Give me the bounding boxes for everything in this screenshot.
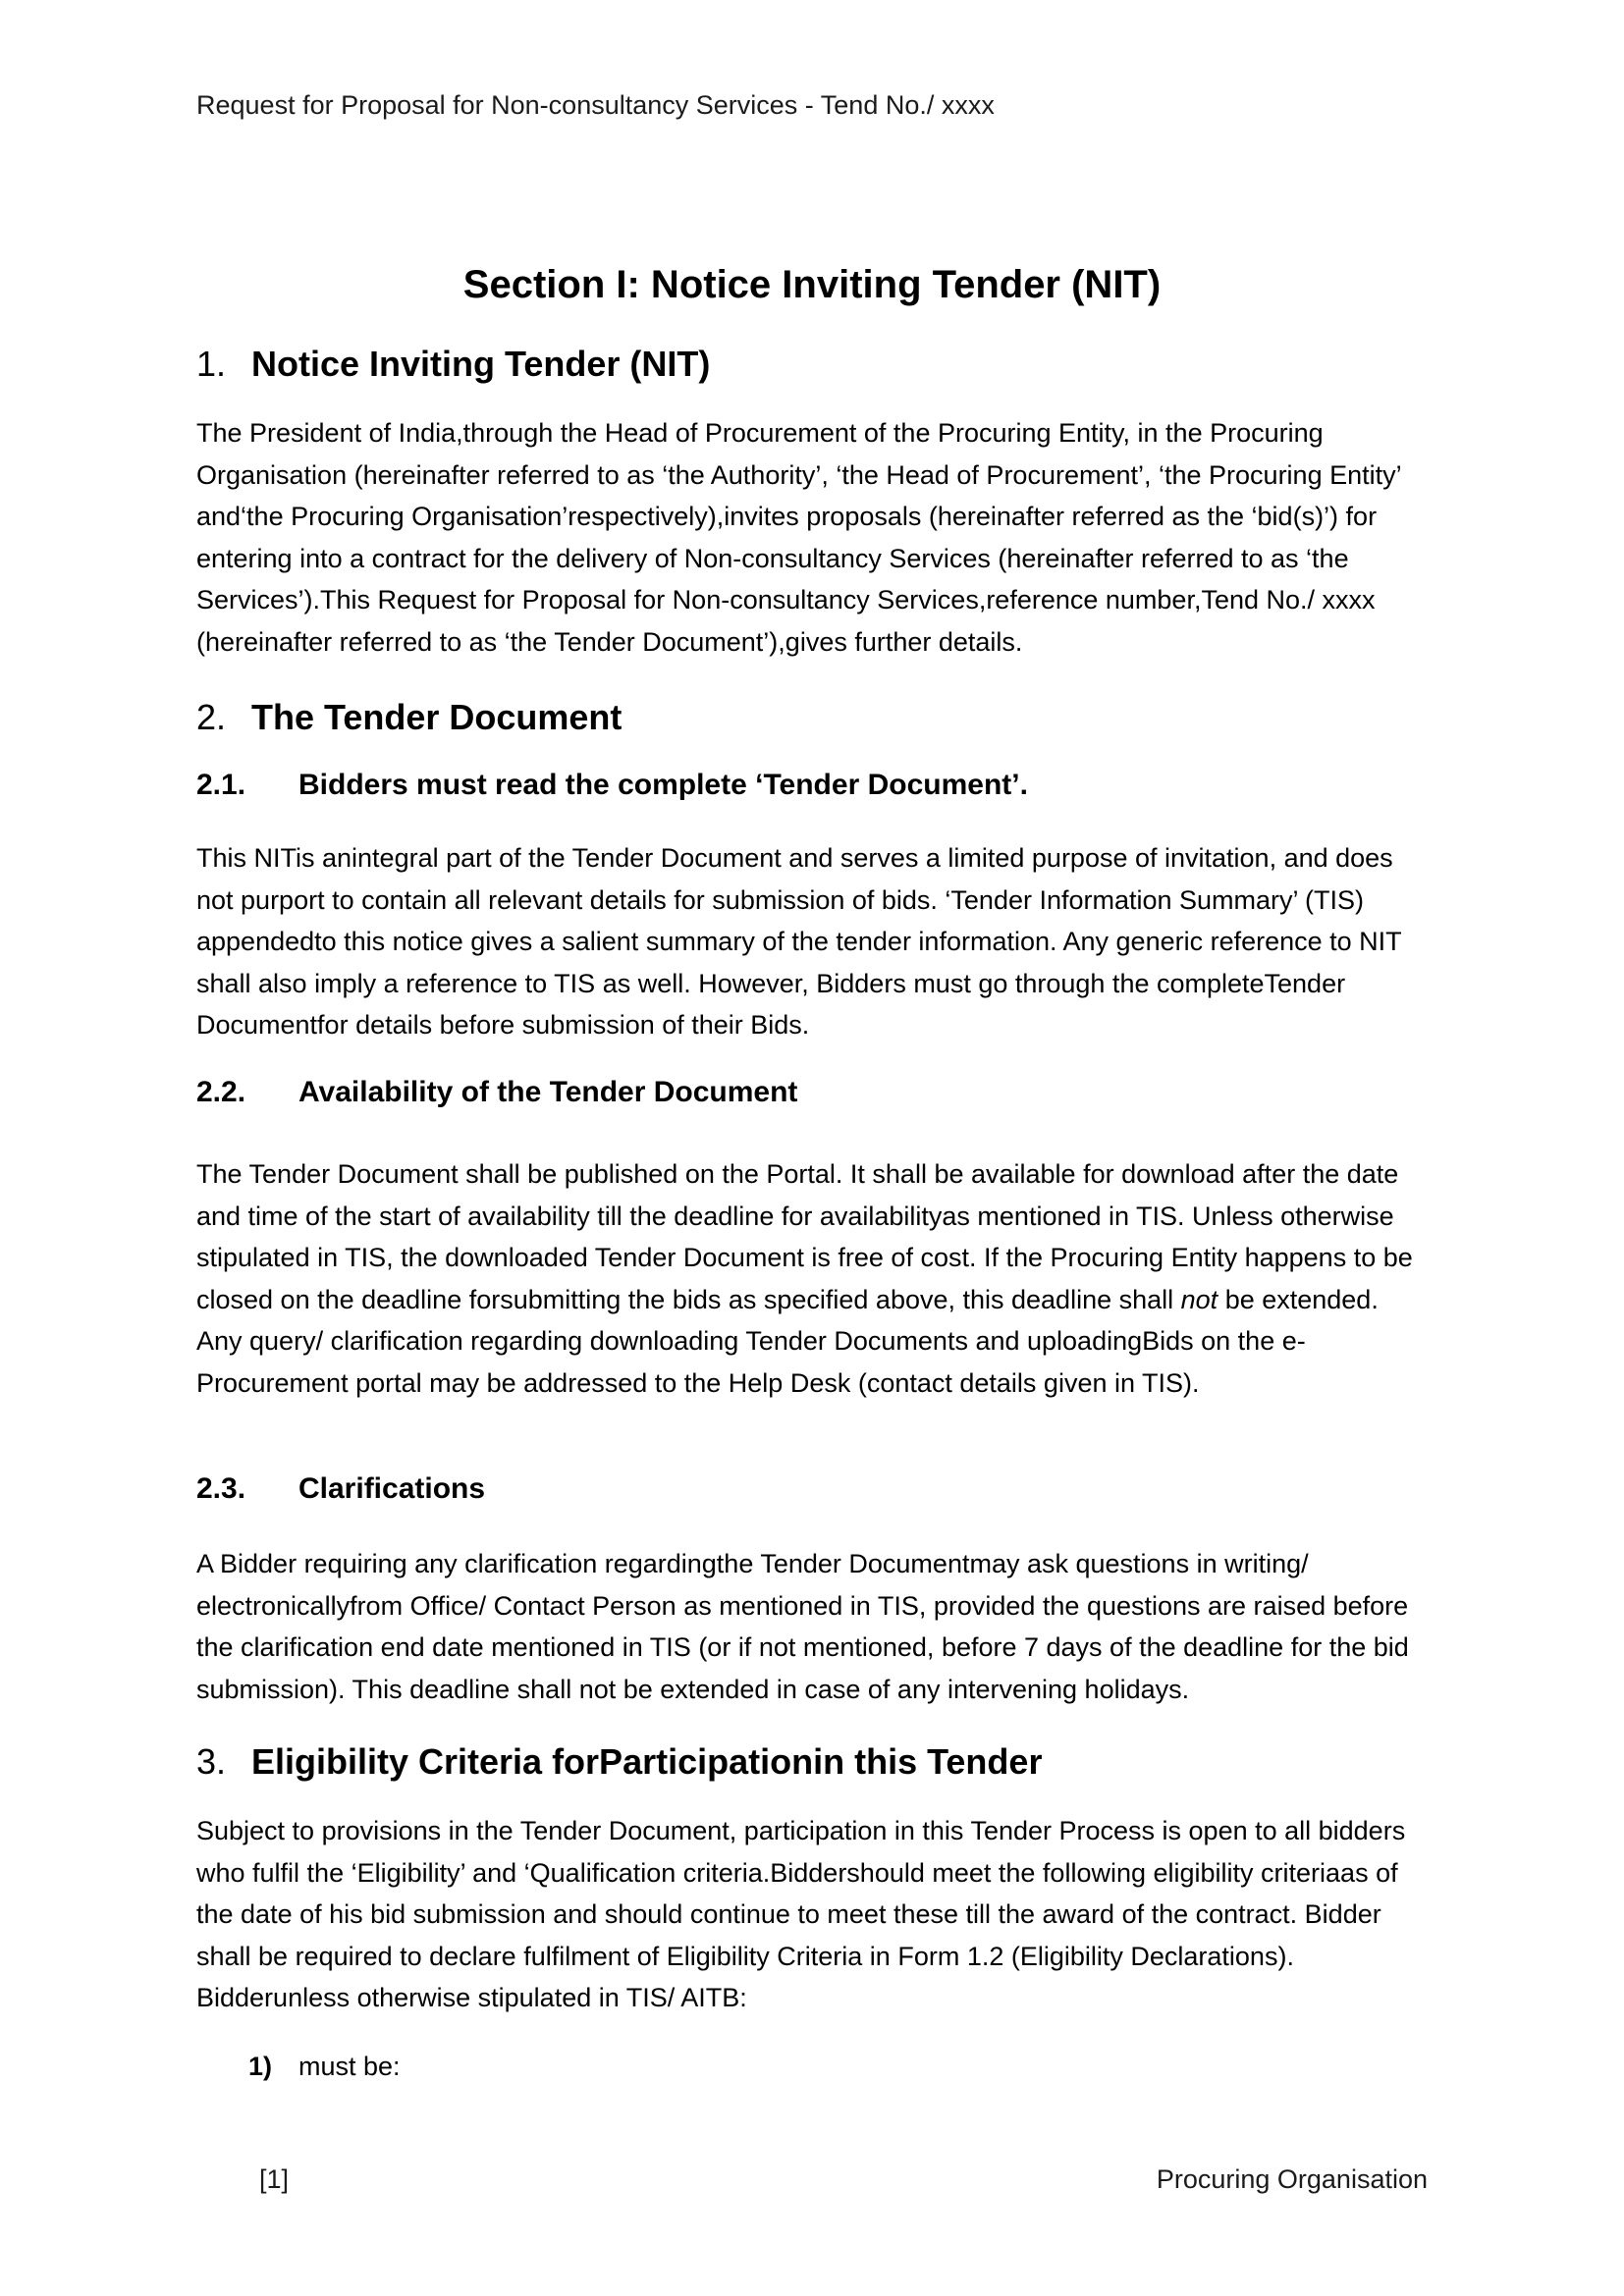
list-item-must-be [248, 2052, 401, 2082]
list-item-text: must be: [298, 2052, 401, 2081]
heading-number: 2.1. [196, 769, 246, 801]
heading-text: Bidders must read the complete ‘Tender Document’. [298, 769, 1028, 801]
heading-number: 2.3. [196, 1472, 246, 1505]
page-header-text: Request for Proposal for Non-consultancy Services - Tend No./ xxxx [196, 90, 995, 120]
heading-text: Notice Inviting Tender (NIT) [251, 344, 711, 384]
section-title: Section I: Notice Inviting Tender (NIT) [462, 263, 1162, 306]
heading-number: 3. [196, 1741, 227, 1782]
heading-number: 2.2. [196, 1076, 246, 1108]
paragraph-clarifications: A Bidder requiring any clarification regardingthe Tender Documentmay ask questions in writing/ electronicallyfrom Office/ Contact Person as mentioned in TIS, provided the questions are raised before the clarification end date mentioned in TIS (or if not mentioned, before 7 days of the deadline for the bid submission). This deadline shall not be extended in case of any intervening holidays. [196, 1549, 1409, 1704]
heading-text: Clarifications [298, 1472, 486, 1505]
heading-text: Availability of the Tender Document [298, 1076, 798, 1108]
paragraph-read-tender-document: This NITis anintegral part of the Tender Document and serves a limited purpose of invitation, and does not purport to contain all relevant details for submission of bids. ‘Tender Information Summary’ (TIS) appendedto this notice gives a salient summary of the tender information. Any generic reference to NIT shall also imply a reference to TIS as well. However, Bidders must go through the completeTender Documentfor details before submission of their Bids. [196, 843, 1402, 1040]
heading-text: The Tender Document [251, 697, 623, 737]
heading-number: 1. [196, 344, 227, 384]
footer-organisation: Procuring Organisation [1156, 2164, 1428, 2194]
paragraph-eligibility: Subject to provisions in the Tender Document, participation in this Tender Process is open to all bidders who fulfil the ‘Eligibility’ and ‘Qualification criteria.Biddershould meet the following eligibility criteriaas of the date of his bid submission and should continue to meet these till the award of the contract. Bidder shall be required to declare fulfilment of Eligibility Criteria in Form 1.2 (Eligibility Declarations). Bidderunless otherwise stipulated in TIS/ AITB: [196, 1816, 1406, 2012]
paragraph-nit: The President of India,through the Head of Procurement of the Procuring Entity, in the Procuring Organisation (hereinafter referred to as ‘the Authority’, ‘the Head of Procurement’, ‘the Procuring Entity’ and‘the Procuring Organisation’respectively),invites proposals (hereinafter referred as the ‘bid(s)’) for entering into a contract for the delivery of Non-consultancy Services (hereinafter referred to as ‘the Services’).This Request for Proposal for Non-consultancy Services,reference number,Tend No./ xxxx (hereinafter referred to as ‘the Tender Document’),gives further details. [196, 418, 1401, 657]
page-number: [1] [259, 2164, 290, 2194]
page-footer [196, 2164, 1428, 2195]
heading-1-notice-inviting-tender [196, 344, 1428, 385]
heading-2-1-bidders-must-read [196, 769, 1428, 802]
heading-number: 2. [196, 697, 227, 737]
heading-2-tender-document [196, 697, 1428, 738]
heading-3-eligibility-criteria [196, 1741, 1428, 1783]
heading-text: Eligibility Criteria forParticipationin this Tender [251, 1741, 1043, 1782]
heading-2-2-availability [196, 1076, 1428, 1109]
paragraph-availability: The Tender Document shall be published on the Portal. It shall be available for download after the date and time of the start of availability till the deadline for availabilityas mentioned in TIS. Unless otherwise stipulated in TIS, the downloaded Tender Document is free of cost. If the Procuring Entity happens to be closed on the deadline forsubmitting the bids as specified above, this deadline shall not be extended. Any query/ clarification regarding downloading Tender Documents and uploadingBids on the e-Procurement portal may be addressed to the Help Desk (contact details given in TIS). [196, 1159, 1413, 1398]
heading-2-3-clarifications [196, 1472, 1428, 1506]
list-item-number: 1) [248, 2052, 273, 2081]
page-header [196, 90, 1428, 121]
